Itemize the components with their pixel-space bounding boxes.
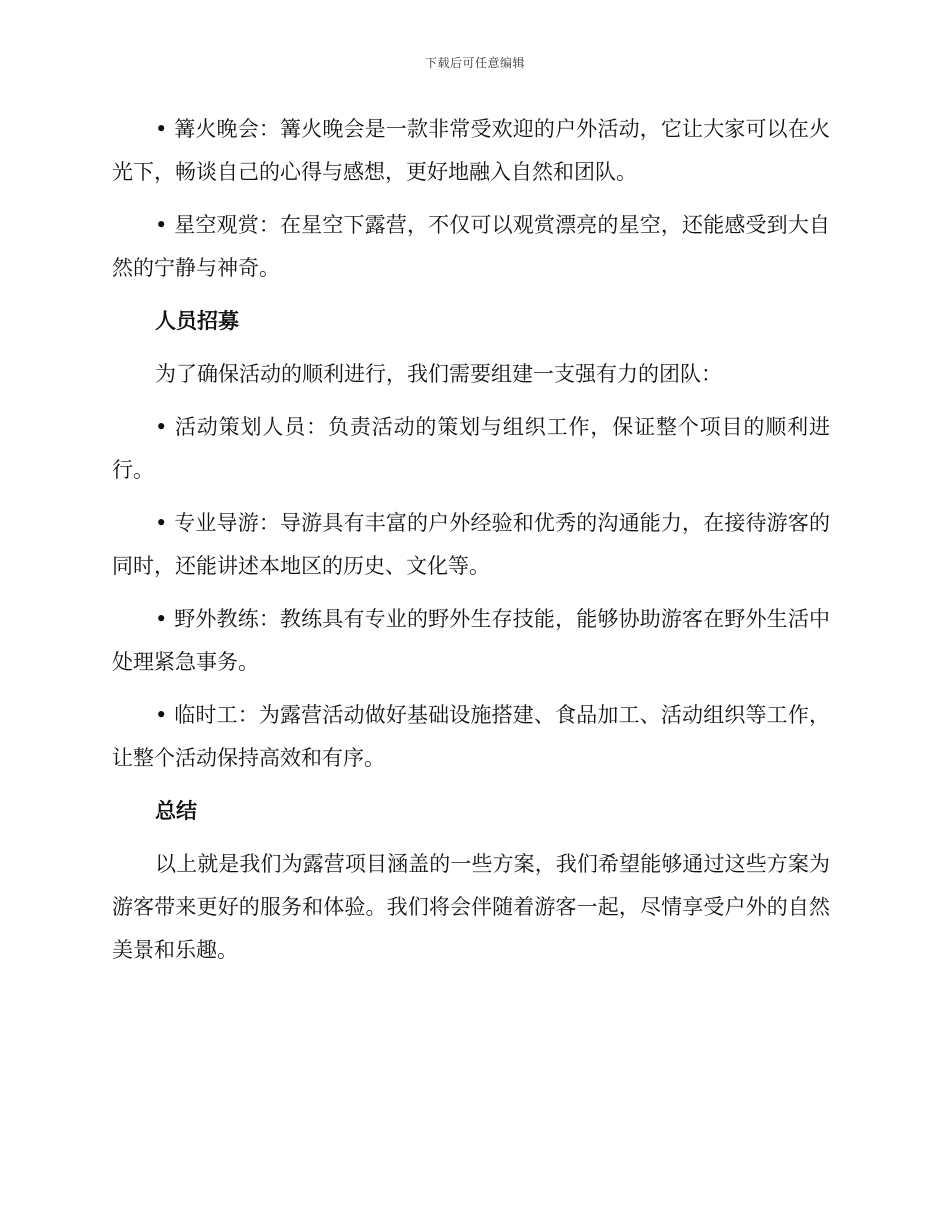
paragraph: • 专业导游：导游具有丰富的户外经验和优秀的沟通能力，在接待游客的同时，还能讲述本地区的历史、文化等。 [112, 511, 830, 578]
header-note: 下载后可任意编辑 [424, 56, 525, 70]
paragraph: • 活动策划人员：负责活动的策划与组织工作，保证整个项目的顺利进行。 [112, 415, 830, 482]
bullet-item-planner [112, 406, 830, 492]
section-heading-recruit: 人员招募 [155, 309, 239, 333]
paragraph: • 临时工：为露营活动做好基础设施搭建、食品加工、活动组织等工作，让整个活动保持高效和有序。 [112, 703, 830, 770]
document-body [112, 108, 830, 982]
paragraph: 为了确保活动的顺利进行，我们需要组建一支强有力的团队： [155, 362, 722, 386]
summary-body [112, 843, 830, 972]
bullet-item-guide [112, 502, 830, 588]
bullet-item-bonfire [112, 108, 830, 194]
bullet-item-coach [112, 598, 830, 684]
paragraph: 以上就是我们为露营项目涵盖的一些方案，我们希望能够通过这些方案为游客带来更好的服务和体验。我们将会伴随着游客一起，尽情享受户外的自然美景和乐趣。 [112, 852, 830, 962]
paragraph: • 野外教练：教练具有专业的野外生存技能，能够协助游客在野外生活中处理紧急事务。 [112, 607, 830, 674]
bullet-item-temp-worker [112, 694, 830, 780]
bullet-item-stargazing [112, 204, 830, 290]
section-heading-summary: 总结 [155, 799, 197, 823]
paragraph: • 星空观赏：在星空下露营，不仅可以观赏漂亮的星空，还能感受到大自然的宁静与神奇。 [112, 213, 830, 280]
recruit-intro [112, 353, 830, 396]
paragraph: • 篝火晚会：篝火晚会是一款非常受欢迎的户外活动，它让大家可以在火光下，畅谈自己的心得与感想，更好地融入自然和团队。 [112, 117, 830, 184]
